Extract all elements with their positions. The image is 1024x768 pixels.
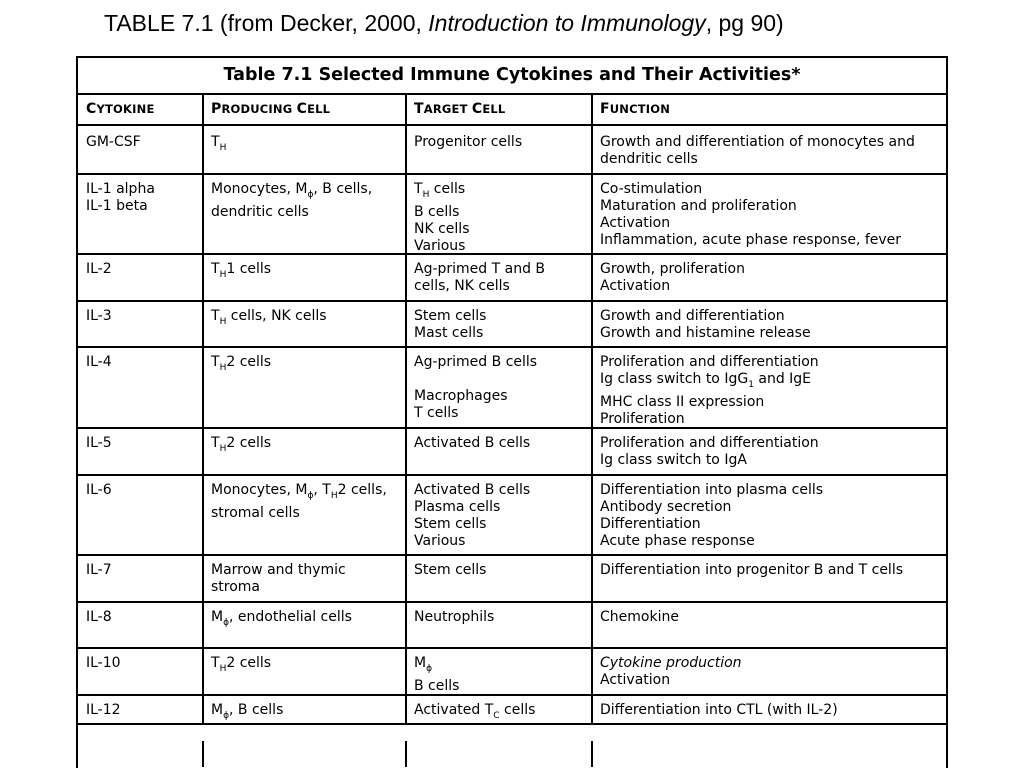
cell-target-4: Stem cells Mast cells xyxy=(414,308,487,341)
cell-function-3: Growth, proliferation Activation xyxy=(600,261,745,294)
row-divider xyxy=(78,694,946,696)
header-cytokine: CYTOKINE xyxy=(86,101,155,117)
continuation-rule xyxy=(202,741,204,767)
cell-producing-1: $T_H$ xyxy=(211,134,227,153)
cell-function-6: Proliferation and differentiation Ig class switch to IgA xyxy=(600,435,819,468)
cell-function-5: Proliferation and differentiation Ig class switch to IgG$_1$ and IgE MHC class II expression Proliferation xyxy=(600,354,819,427)
cell-target-8: Stem cells xyxy=(414,562,487,578)
cell-function-7: Differentiation into plasma cells Antibody secretion Differentiation Acute phase response xyxy=(600,482,824,549)
column-rule xyxy=(405,95,407,723)
cell-function-8: Differentiation into progenitor B and T cells xyxy=(600,562,904,578)
row-divider xyxy=(78,474,946,476)
cell-function-2: Co-stimulation Maturation and proliferation Activation Inflammation, acute phase response, fever xyxy=(600,181,902,248)
cell-cytokine-8: IL-7 xyxy=(86,562,112,578)
cell-function-11: Differentiation into CTL (with IL-2) xyxy=(600,702,838,718)
title-suffix: , pg 90) xyxy=(705,10,784,36)
cell-target-5: Ag-primed B cells Macrophages T cells xyxy=(414,354,538,421)
cell-cytokine-9: IL-8 xyxy=(86,609,112,625)
row-divider xyxy=(78,601,946,603)
cell-cytokine-10: IL-10 xyxy=(86,655,121,671)
cell-target-11: Activated $T_C$ cells xyxy=(414,702,536,721)
cell-target-2: $T_H$ cells B cells NK cells Various xyxy=(414,181,470,254)
row-divider xyxy=(78,554,946,556)
header-function: FUNCTION xyxy=(600,101,671,117)
header-target-cell: TARGET CELL xyxy=(414,101,506,117)
header-producing-cell: PRODUCING CELL xyxy=(211,101,331,117)
row-divider xyxy=(78,346,946,348)
cell-target-6: Activated B cells xyxy=(414,435,531,451)
cell-producing-9: $M_\phi$, endothelial cells xyxy=(211,609,352,628)
cell-cytokine-2: IL-1 alpha IL-1 beta xyxy=(86,181,155,214)
continuation-rule xyxy=(591,741,593,767)
cell-producing-7: Monocytes, $M_\phi$, $T_H2$ cells, stromal cells xyxy=(211,482,387,521)
cell-cytokine-1: GM-CSF xyxy=(86,134,141,150)
cell-cytokine-3: IL-2 xyxy=(86,261,112,277)
cell-target-10: $M_\phi$ B cells xyxy=(414,655,460,694)
cell-function-10: Cytokine production Activation xyxy=(600,655,742,688)
cell-function-1: Growth and differentiation of monocytes and dendritic cells xyxy=(600,134,915,167)
cell-producing-10: $T_H2$ cells xyxy=(211,655,272,674)
row-divider xyxy=(78,647,946,649)
cell-producing-4: $T_H$ cells, NK cells xyxy=(211,308,327,327)
cell-target-3: Ag-primed T and B cells, NK cells xyxy=(414,261,546,294)
cell-producing-6: $T_H2$ cells xyxy=(211,435,272,454)
title-italic: Introduction to Immunology xyxy=(428,10,706,36)
cell-target-1: Progenitor cells xyxy=(414,134,523,150)
table-caption: Table 7.1 Selected Immune Cytokines and Their Activities* xyxy=(78,58,946,95)
continuation-rule xyxy=(946,741,948,767)
cell-function-9: Chemokine xyxy=(600,609,679,625)
table-header-row xyxy=(78,95,946,126)
cell-cytokine-7: IL-6 xyxy=(86,482,112,498)
cytokine-table xyxy=(76,56,948,768)
row-divider xyxy=(78,723,946,725)
row-divider xyxy=(78,300,946,302)
row-divider xyxy=(78,427,946,429)
cell-function-4: Growth and differentiation Growth and histamine release xyxy=(600,308,811,341)
cell-producing-5: $T_H2$ cells xyxy=(211,354,272,373)
title-prefix: TABLE 7.1 (from Decker, 2000, xyxy=(104,10,429,36)
cell-producing-8: Marrow and thymic stroma xyxy=(211,562,346,595)
continuation-rule xyxy=(405,741,407,767)
column-rule xyxy=(591,95,593,723)
cell-producing-2: Monocytes, $M_\phi$, B cells, dendritic cells xyxy=(211,181,373,220)
column-rule xyxy=(202,95,204,723)
cell-target-7: Activated B cells Plasma cells Stem cells Various xyxy=(414,482,531,549)
cell-target-9: Neutrophils xyxy=(414,609,495,625)
row-divider xyxy=(78,173,946,175)
row-divider xyxy=(78,253,946,255)
cell-cytokine-5: IL-4 xyxy=(86,354,112,370)
cell-cytokine-6: IL-5 xyxy=(86,435,112,451)
cell-cytokine-11: IL-12 xyxy=(86,702,121,718)
slide-title xyxy=(104,10,784,37)
cell-producing-11: $M_\phi$, B cells xyxy=(211,702,284,721)
cell-cytokine-4: IL-3 xyxy=(86,308,112,324)
continuation-rule xyxy=(76,741,78,767)
cell-producing-3: $T_H1$ cells xyxy=(211,261,272,280)
